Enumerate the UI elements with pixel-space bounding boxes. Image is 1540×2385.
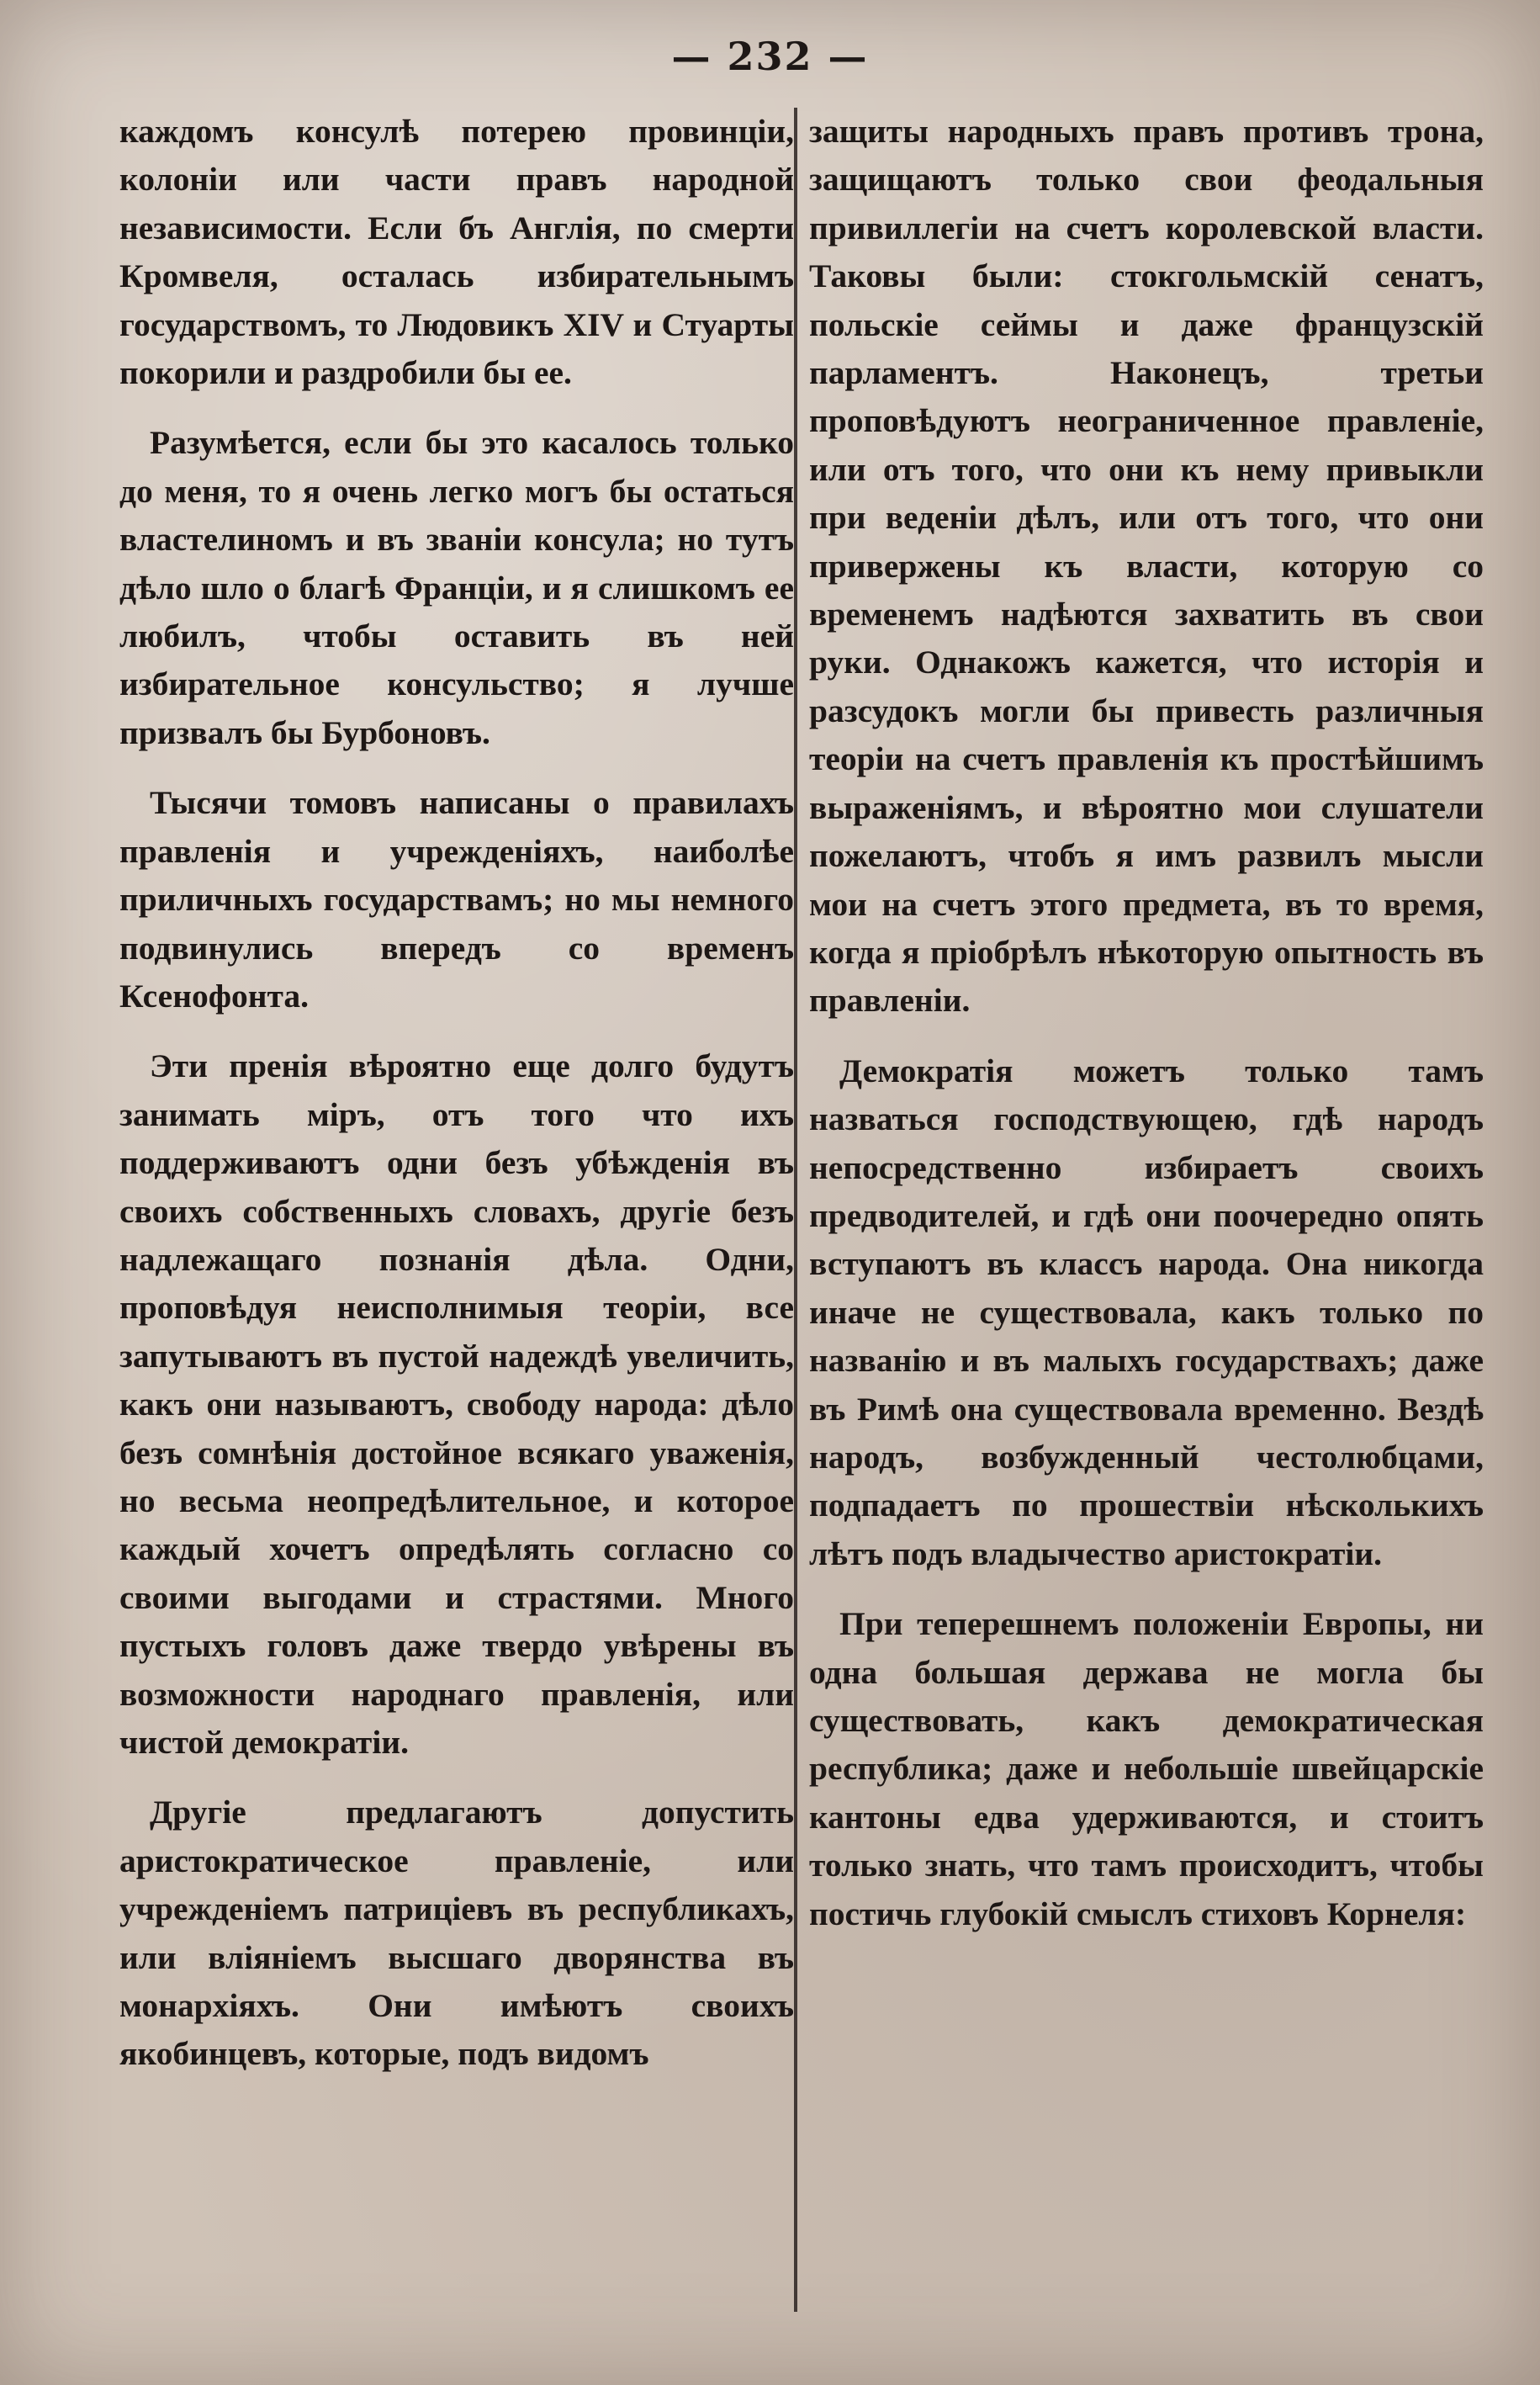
left-column [119,108,794,2079]
paragraph: Другіе предлагаютъ допустить аристократическое правленіе, или учрежденіемъ патриціевъ въ республикахъ, или вліяніемъ высшаго дворянства въ монархіяхъ. Они имѣютъ своихъ якобинцевъ, которые, подъ видомъ [119,1794,794,2073]
paragraph: Тысячи томовъ написаны о правилахъ правленія и учрежденіяхъ, наиболѣе приличныхъ государствамъ; но мы немного подвинулись впередъ со временъ Ксенофонта. [119,784,794,1015]
paragraph: Эти пренія вѣроятно еще долго будутъ занимать міръ, отъ того что ихъ поддерживаютъ одни безъ убѣжденія въ своихъ собственныхъ словахъ, другіе безъ надлежащаго познанія дѣла. Одни, проповѣдуя неисполнимыя теоріи, все запутываютъ въ пустой надеждѣ увеличить, какъ они называютъ, свободу народа: дѣло безъ сомнѣнія достойное всякаго уваженія, но весьма неопредѣлительное, и которое каждый хочетъ опредѣлять согласно со своими выгодами и страстями. Много пустыхъ головъ даже твердо увѣрены въ возможности народнаго правленія, или чистой демократіи. [119,1047,794,1761]
paragraph: Разумѣется, если бы это касалось только до меня, то я очень легко могъ бы остаться властелиномъ и въ званіи консула; но тутъ дѣло шло о благѣ Франціи, и я слишкомъ ее любилъ, чтобы оставить въ ней избирательное консульство; я лучше призвалъ бы Бурбоновъ. [119,424,794,751]
paragraph: защиты народныхъ правъ противъ трона, защищаютъ только свои феодальныя привиллегіи на счетъ королевской власти. Таковы были: стокгольмскій сенатъ, польскіе сеймы и даже французскій парламентъ. Наконецъ, третьи проповѣдуютъ неограниченное правленіе, или отъ того, что они къ нему привыкли при веденіи дѣлъ, или отъ того, что они привержены къ власти, которую со временемъ надѣются захватить въ свои руки. Однакожъ кажется, что исторія и разсудокъ могли бы привесть различныя теоріи на счетъ правленія къ простѣйшимъ выраженіямъ, и вѣроятно мои слушатели пожелаютъ, чтобъ я имъ развилъ мысли мои на счетъ этого предмета, въ то время, когда я пріобрѣлъ нѣкоторую опытность въ правленіи. [809,113,1484,1020]
paragraph: При теперешнемъ положеніи Европы, ни одна большая держава не могла бы существовать, какъ демократическая республика; даже и небольшіе швейцарскіе кантоны едва удерживаются, и стоитъ только знать, что тамъ происходитъ, чтобы постичь глубокій смыслъ стиховъ Корнеля: [809,1605,1484,1932]
right-column [809,108,1484,1938]
paragraph: каждомъ консулѣ потерею провинціи, колоніи или части правъ народной независимости. Если бъ Англія, по смерти Кромвеля, осталась избирательнымъ государствомъ, то Людовикъ XIV и Стуарты покорили и раздробили бы ее. [119,113,794,392]
paragraph: Демократія можетъ только тамъ назваться господствующею, гдѣ народъ непосредственно избираетъ своихъ предводителей, и гдѣ они поочередно опять вступаютъ въ классъ народа. Она никогда иначе не существовала, какъ только по названію и въ малыхъ государствахъ; даже въ Римѣ она существовала временно. Вездѣ народъ, возбужденный честолюбцами, подпадаетъ по прошествіи нѣсколькихъ лѣтъ подъ владычество аристократіи. [809,1052,1484,1572]
column-divider [794,108,797,2312]
page-number: — 232 — [671,34,869,79]
